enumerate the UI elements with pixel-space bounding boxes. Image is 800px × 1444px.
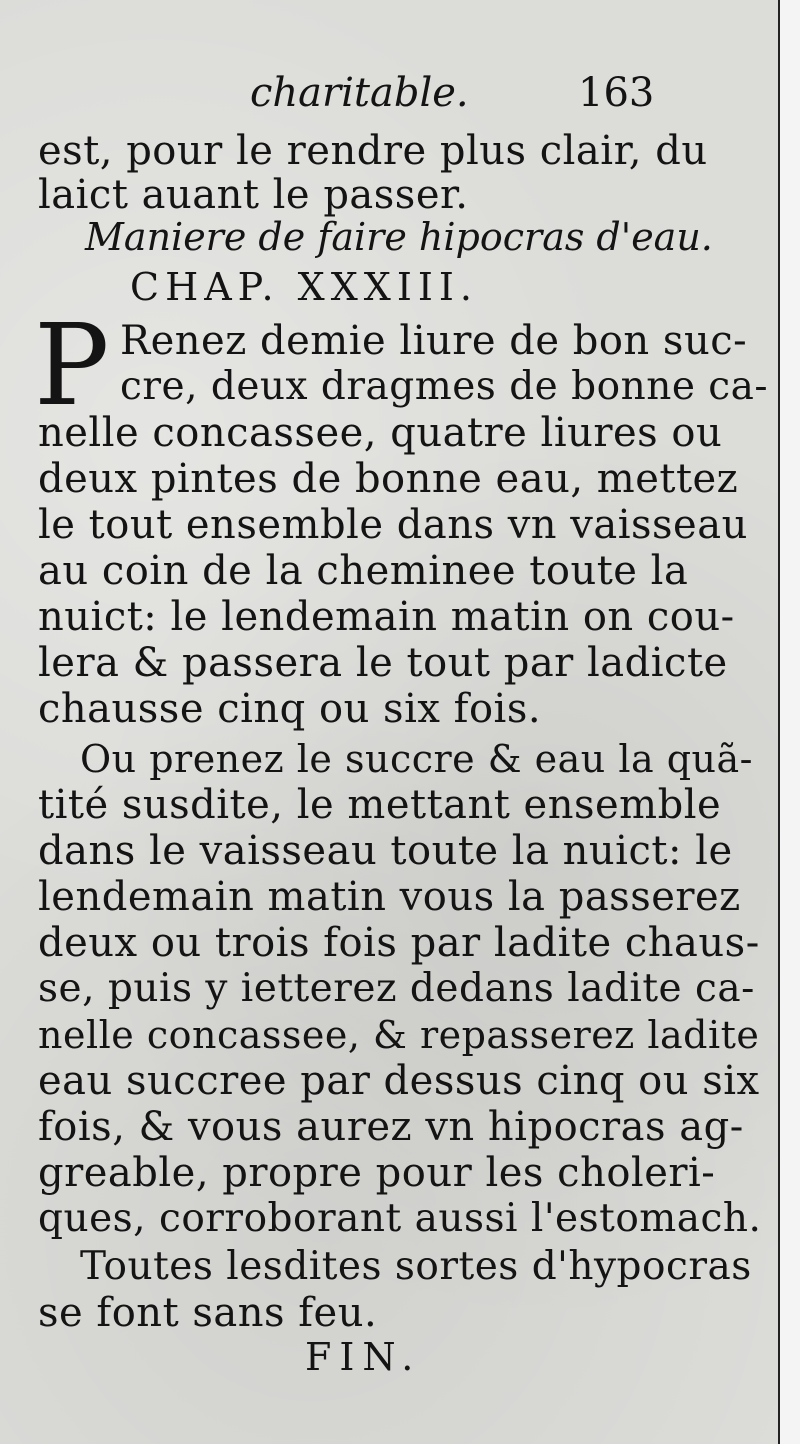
text-line: est, pour le rendre plus clair, du [38, 128, 708, 174]
text-line: nelle concassee, quatre liures ou [38, 410, 723, 456]
text-line: Renez demie liure de bon suc- [120, 318, 748, 364]
text-line: cre, deux dragmes de bonne ca- [120, 364, 769, 409]
page-number: 163 [578, 70, 655, 116]
chapter-heading: CHAP. XXXIII. [130, 265, 478, 309]
text-line: dans le vaisseau toute la nuict: le [38, 828, 733, 874]
running-header [0, 70, 660, 120]
text-line: chausse cinq ou six fois. [38, 686, 542, 732]
text-line: se, puis y ietterez dedans ladite ca- [38, 966, 755, 1011]
text-line: tité susdite, le mettant ensemble [38, 782, 722, 828]
text-line: deux pintes de bonne eau, mettez [38, 456, 739, 502]
text-line: ques, corroborant aussi l'estomach. [38, 1196, 762, 1241]
running-title: charitable. [250, 70, 469, 116]
text-line: au coin de la cheminee toute la [38, 548, 689, 594]
fin-mark: FIN. [305, 1335, 422, 1379]
text-line: lendemain matin vous la passerez [38, 874, 741, 920]
text-line: lera & passera le tout par ladicte [38, 640, 728, 686]
text-line: nelle concassee, & repasserez ladite [38, 1013, 760, 1057]
text-line: laict auant le passer. [38, 172, 469, 218]
text-line: greable, propre pour les choleri- [38, 1150, 716, 1196]
text-line: eau succree par dessus cinq ou six [38, 1058, 760, 1104]
drop-cap: P [34, 301, 110, 431]
text-line: nuict: le lendemain matin on cou- [38, 594, 735, 640]
text-line: se font sans feu. [38, 1290, 378, 1336]
text-line: le tout ensemble dans vn vaisseau [38, 502, 748, 548]
text-line: Ou prenez le succre & eau la quã- [80, 737, 754, 781]
text-line: deux ou trois fois par ladite chaus- [38, 920, 760, 966]
text-line: fois, & vous aurez vn hipocras ag- [38, 1104, 744, 1150]
text-line: Toutes lesdites sortes d'hypocras [80, 1244, 752, 1289]
recipe-title: Maniere de faire hipocras d'eau. [85, 215, 713, 259]
page-edge [778, 0, 800, 1444]
